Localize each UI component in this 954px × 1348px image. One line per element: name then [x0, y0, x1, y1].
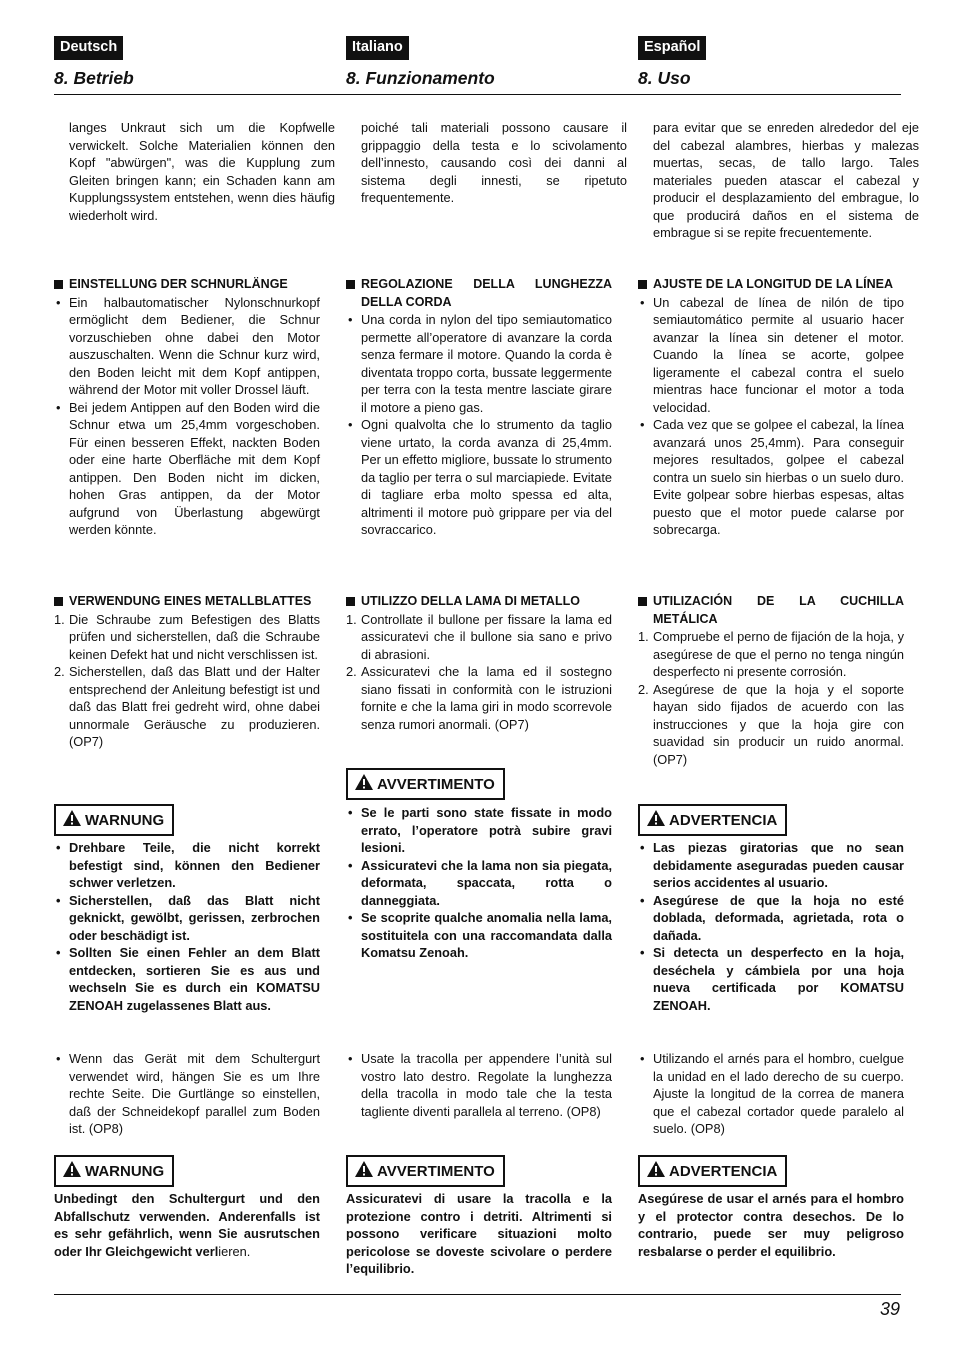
section-heading: AJUSTE DE LA LONGITUD DE LA LÍNEA	[638, 276, 904, 294]
section-line-length	[638, 276, 904, 539]
bullet-item: • Sollten Sie einen Fehler an dem Blatt entdecken, sortieren Sie es aus und wechseln Sie es durch ein KOMATSU ZENOAH zugelassenes Blatt aus.	[56, 945, 320, 1013]
warning-label: WARNUNG	[54, 1155, 174, 1187]
warning-triangle-icon	[646, 809, 666, 827]
warning-triangle-icon	[62, 809, 82, 827]
section-title: 8. Betrieb	[54, 68, 134, 88]
column-italiano	[346, 36, 627, 1276]
numbered-item: 2. Sicherstellen, daß das Blatt und der Halter entsprechend der Anleitung befestigt ist und daß das Blatt frei gedreht wird, ohne dabei unnormale Geräusche zu produzieren. (OP7)	[54, 664, 320, 749]
warning-triangle-icon	[354, 1160, 374, 1178]
column-deutsch	[54, 36, 335, 1259]
section-title: 8. Uso	[638, 68, 691, 88]
section-heading: REGOLAZIONE DELLA LUNGHEZZA DELLA CORDA	[346, 276, 612, 311]
warning-box	[638, 804, 904, 836]
warning-label: WARNUNG	[54, 804, 174, 836]
warning-text: Unbedingt den Schultergurt und den Abfallschutz verwenden. Anderenfalls ist es sehr gefährlich, wenn Sie ausrutschen oder Ihr Gleichgewicht verlieren.	[54, 1191, 320, 1259]
section-metal-blade	[346, 593, 612, 733]
warning-list	[638, 839, 904, 1014]
header-rule	[54, 94, 901, 95]
bullet-item: • Drehbare Teile, die nicht korrekt befestigt sind, können den Bediener schwer verletzen.	[56, 840, 320, 890]
bullet-item: • Asegúrese de que la hoja no esté doblada, deformada, agrietada, rota o dañada.	[640, 892, 904, 943]
warning-triangle-icon	[646, 1160, 666, 1178]
section-metal-blade	[638, 593, 904, 768]
warning-label: AVVERTIMENTO	[346, 768, 505, 800]
warning-text: Asegúrese de usar el arnés para el hombro y el protector contra desechos. De lo contrario, puede ser muy peligroso resbalarse o perder el equilibrio.	[638, 1191, 904, 1259]
bullet-item: • Wenn das Gerät mit dem Schultergurt verwendet wird, hängen Sie es um Ihre rechte Seite. Die Gurtlänge so einstellen, daß der Schneidekopf parallel zum Boden ist. (OP8)	[56, 1051, 320, 1136]
bullet-item: • Utilizando el arnés para el hombro, cuelgue la unidad en el lado derecho de su cuerpo. Ajuste la longitud de la correa de manera que el cabezal cortador quede paralelo al suelo. (OP8)	[640, 1051, 904, 1136]
numbered-item: 2. Asegúrese de que la hoja y el soporte hayan sido fijados de acuerdo con las instrucciones y que la hoja gire con suavidad sin producir un ruido anormal. (OP7)	[638, 681, 904, 767]
warning-box	[346, 768, 612, 800]
bullet-item: • Se le parti sono state fissate in modo errato, l’operatore potrà subire gravi lesioni.	[348, 805, 612, 855]
language-label: Deutsch	[54, 36, 123, 60]
footer-rule	[54, 1294, 901, 1295]
warning-label: ADVERTENCIA	[638, 1155, 787, 1187]
bullet-item: • Una corda in nylon del tipo semiautomatico permette all’operatore di avanzare la corda senza fermare il motore. Quando la corda è diventata troppo corta, bussate leggermente per terra con la testa mentre lasciate girare il motore a pieno gas.	[348, 312, 612, 415]
warning-triangle-icon	[354, 773, 374, 791]
section-heading: EINSTELLUNG DER SCHNURLÄNGE	[54, 276, 320, 294]
warning-box	[638, 1155, 904, 1187]
warning-label: ADVERTENCIA	[638, 804, 787, 836]
bullet-item: • Las piezas giratorias que no sean debidamente aseguradas pueden causar serios accidentes al usuario.	[640, 840, 904, 890]
intro-paragraph: para evitar que se enreden alrededor del eje del cabezal alambres, hierbas y malezas muertas, secas, de tallo largo. Tales materiales pueden atascar el cabezal y producir el desplazamiento del embrague, lo que producirá daños en el sistema de embrague si se repite frecuentemente.	[653, 120, 919, 240]
warning-label: AVVERTIMENTO	[346, 1155, 505, 1187]
section-shoulder-strap	[346, 1050, 612, 1120]
bullet-item: • Si detecta un desperfecto en la hoja, deséchela y cámbiela por una hoja nueva certificada por KOMATSU ZENOAH.	[640, 945, 904, 1013]
section-line-length	[346, 276, 612, 539]
bullet-item: • Cada vez que se golpee el cabezal, la línea avanzará unos 25,4mm). Para conseguir mejores resultados, golpee el cabezal contra un suelo sin hierbas o un suelo duro. Evite golpear sobre hierbas espesas, altas puesto que el motor puede calarse por sobrecarga.	[640, 417, 904, 537]
numbered-item: 1. Controllate il bullone per fissare la lama ed assicuratevi che il bullone sia sano e privo di abrasioni.	[346, 611, 612, 662]
bullet-item: • Ein halbautomatischer Nylonschnurkopf ermöglicht dem Bediener, die Schnur vorzuschieben ohne dabei den Motor auszuschalten. Wenn die Schnur kurz wird, den Boden leicht mit dem Kopf antippen, während der Motor mit voller Drossel läuft.	[56, 294, 320, 397]
section-shoulder-strap	[54, 1050, 320, 1138]
section-metal-blade	[54, 593, 320, 751]
warning-box	[346, 1155, 612, 1187]
page-number: 39	[879, 1299, 900, 1319]
section-heading: UTILIZACIÓN DE LA CUCHILLA METÁLICA	[638, 593, 904, 628]
numbered-item: 2. Assicuratevi che la lama ed il sostegno siano fissati in conformità con le istruzioni fornite e che la lama giri in modo scorrevole senza rumori anormali. (OP7)	[346, 664, 612, 732]
bullet-item: • Un cabezal de línea de nilón de tipo semiautomático permite al usuario hacer avanzar la línea sin detener el motor. Cuando la línea se acorte, golpee ligeramente el cabezal contra el suelo mientras hace funcionar el motor a toda velocidad.	[640, 294, 904, 415]
bullet-item: • Ogni qualvolta che lo strumento da taglio viene urtato, la corda avanza di 25,4mm. Per un effetto migliore, bussate lo strumento da taglio per terra o sul marciapiede. Evitate di tagliare erba molto spessa ed alta, altrimenti il motore può grippare per via del sovraccarico.	[348, 417, 612, 537]
intro-paragraph: poiché tali materiali possono causare il grippaggio della testa e lo scivolamento dell’innesto, causando così dei danni al sistema degli innesti, se ripetuto frequentemente.	[361, 120, 627, 205]
section-shoulder-strap	[638, 1050, 904, 1138]
warning-triangle-icon	[62, 1160, 82, 1178]
intro-paragraph: langes Unkraut sich um die Kopfwelle verwickelt. Solche Materialien können den Kopf "abwürgen", was die Kupplung zum Gleiten bringen kann; ein Schaden kann am Kupplungssystem entstehen, wenn dies häufig wiederholt wird.	[69, 120, 335, 223]
language-label: Italiano	[346, 36, 409, 60]
section-heading: UTILIZZO DELLA LAMA DI METALLO	[346, 593, 612, 611]
bullet-item: • Se scoprite qualche anomalia nella lama, sostituitela con una raccomandata dalla Komatsu Zenoah.	[348, 910, 612, 960]
bullet-item: • Bei jedem Antippen auf den Boden wird die Schnur etwa um 25,4mm vorgeschoben. Für einen besseren Effekt, nackten Boden oder eine harte Oberfläche mit dem Kopf antippen. Den Boden nicht im dicken, hohen Gras antippen, da der Motor aufgrund von Überlastung abgewürgt werden könnte.	[56, 399, 320, 537]
column-espanol	[638, 36, 919, 1259]
bullet-item: • Usate la tracolla per appendere l’unità sul vostro lato destro. Regolate la lunghezza della tracolla in modo tale che la testa tagliente diventi parallela al terreno. (OP8)	[348, 1051, 612, 1119]
section-heading: VERWENDUNG EINES METALLBLATTES	[54, 593, 320, 611]
warning-box	[54, 804, 320, 836]
warning-box	[54, 1155, 320, 1187]
numbered-item: 1. Compruebe el perno de fijación de la hoja, y asegúrese de que el perno no tenga ningún desperfecto ni presente corrosión.	[638, 629, 904, 679]
bullet-item: • Assicuratevi che la lama non sia piegata, deformata, spaccata, rotta o danneggiata.	[348, 857, 612, 908]
section-title: 8. Funzionamento	[346, 68, 495, 88]
section-line-length	[54, 276, 320, 539]
warning-list	[54, 839, 320, 1014]
warning-list	[346, 804, 612, 962]
numbered-item: 1. Die Schraube zum Befestigen des Blatts prüfen und sicherstellen, daß die Schraube keinen Defekt hat und nicht verschlissen ist.	[54, 611, 320, 662]
warning-text: Assicuratevi di usare la tracolla e la protezione contro i detriti. Altrimenti si possono verificare situazioni molto pericolose se doveste scivolare o perdere l’equilibrio.	[346, 1191, 612, 1276]
bullet-item: • Sicherstellen, daß das Blatt nicht geknickt, gewölbt, gerissen, zerbrochen oder beschädigt ist.	[56, 892, 320, 943]
language-label: Español	[638, 36, 706, 60]
